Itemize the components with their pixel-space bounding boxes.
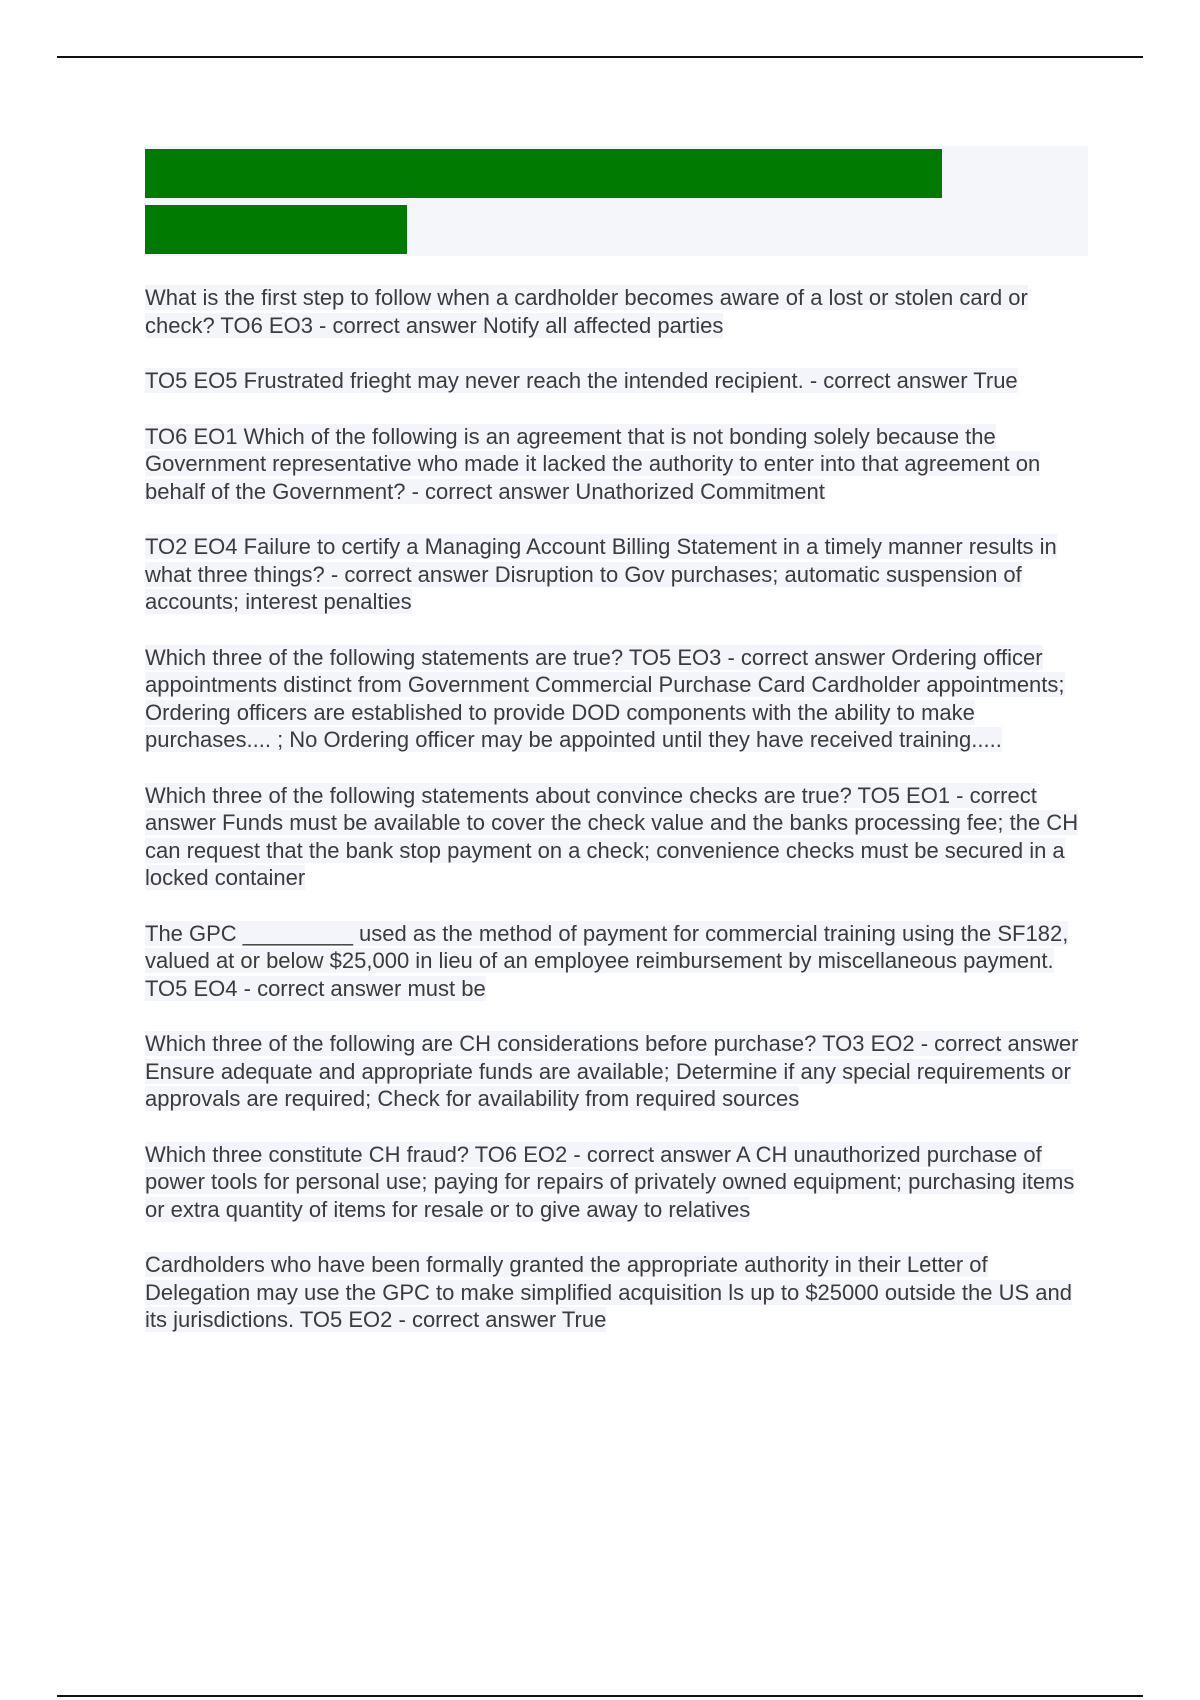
- qa-item-7: [145, 920, 1090, 1003]
- qa-item-2: [145, 367, 1090, 395]
- header-rule: [57, 56, 1143, 58]
- qa-item-text: The GPC _________ used as the method of payment for commercial training using the SF182, valued at or below $25,000 in lieu of an employee reimbursement by miscellaneous payment. TO5 EO4 - correct answer must be: [145, 920, 1069, 1001]
- qa-item-5: [145, 644, 1090, 754]
- document-title: [145, 146, 1025, 258]
- qa-item-text: Which three of the following statements are true? TO5 EO3 - correct answer Ordering officer appointments distinct from Government Commercial Purchase Card Cardholder appointments; Ordering officers are established to provide DOD components with the ability to make purchases.... ; No Ordering officer may be appointed until they have received training.....: [145, 644, 1065, 752]
- qa-item-text: What is the first step to follow when a cardholder becomes aware of a lost or stolen card or check? TO6 EO3 - correct answer Notify all affected parties: [145, 285, 1028, 338]
- qa-item-text: Which three constitute CH fraud? TO6 EO2 - correct answer A CH unauthorized purchase of power tools for personal use; paying for repairs of privately owned equipment; purchasing items or extra quantity of items for resale or to give away to relatives: [145, 1141, 1075, 1222]
- qa-item-text: Which three of the following are CH considerations before purchase? TO3 EO2 - correct answer Ensure adequate and appropriate funds are available; Determine if any special requirements or approvals are required; Check for availability from required sources: [145, 1031, 1079, 1111]
- qa-item-text: TO2 EO4 Failure to certify a Managing Account Billing Statement in a timely manner results in what three things? - correct answer Disruption to Gov purchases; automatic suspension of accounts; interest penalties: [145, 534, 1057, 614]
- qa-item-4: [145, 533, 1090, 616]
- qa-item-9: [145, 1141, 1090, 1224]
- qa-item-8: [145, 1030, 1090, 1113]
- qa-item-10: [145, 1251, 1090, 1334]
- qa-item-3: [145, 423, 1090, 506]
- qa-item-text: TO6 EO1 Which of the following is an agreement that is not bonding solely because the Government representative who made it lacked the authority to enter into that agreement on behalf of the Government? - correct answer Unathorized Commitment: [145, 423, 1041, 504]
- title-block: [145, 146, 1088, 256]
- document-title-text: clg 0010 Question and answer already passed 2023: [145, 149, 943, 254]
- qa-item-6: [145, 782, 1090, 892]
- qa-list: [145, 284, 1090, 1362]
- qa-item-text: Which three of the following statements about convince checks are true? TO5 EO1 - correct answer Funds must be available to cover the check value and the banks processing fee; the CH can request that the bank stop payment on a check; convenience checks must be secured in a locked container: [145, 782, 1079, 890]
- qa-item-text: TO5 EO5 Frustrated frieght may never reach the intended recipient. - correct answer True: [145, 368, 1018, 393]
- qa-item-text: Cardholders who have been formally granted the appropriate authority in their Letter of Delegation may use the GPC to make simplified acquisition ls up to $25000 outside the US and its jurisdictions. TO5 EO2 - correct answer True: [145, 1252, 1072, 1332]
- footer-rule: [57, 1695, 1143, 1697]
- qa-item-1: [145, 284, 1090, 339]
